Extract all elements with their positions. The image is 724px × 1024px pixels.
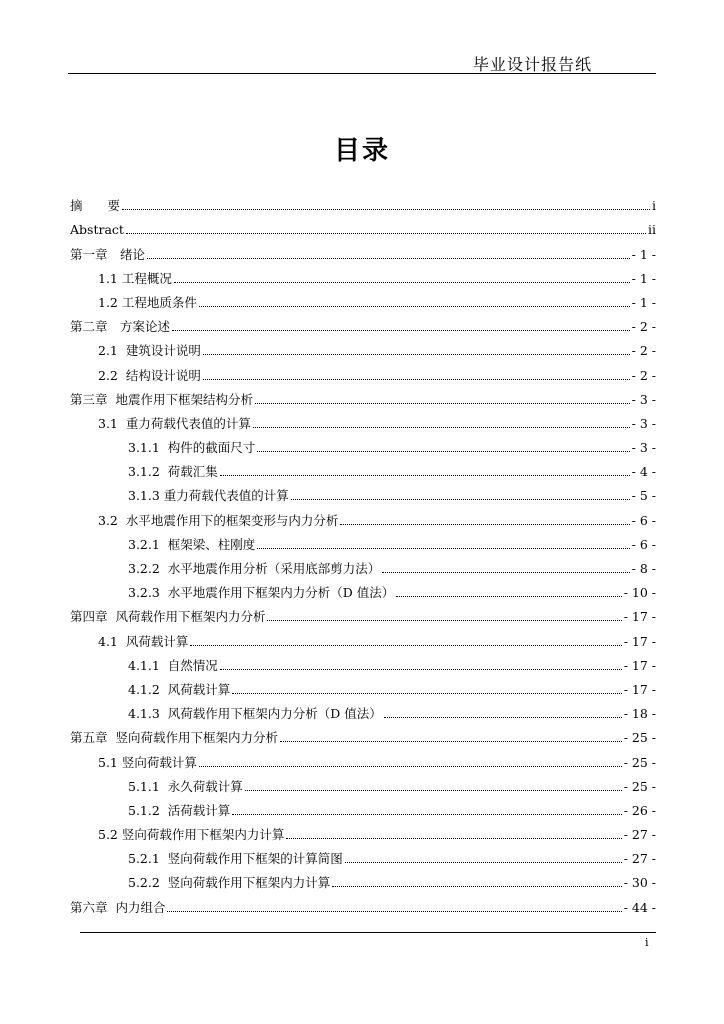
- toc-entry-label: 4.1.3 风荷载作用下框架内力分析（D 值法）: [128, 706, 382, 722]
- toc-entry-label: 第六章 内力组合: [70, 899, 166, 915]
- toc-entry-label: 4.1 风荷载计算: [98, 633, 189, 649]
- toc-entry-label: 4.1.2 风荷载计算: [128, 681, 231, 697]
- toc-entry-page: - 4 -: [631, 464, 656, 480]
- toc-entry-page: i: [652, 198, 656, 214]
- toc-entry-page: - 3 -: [631, 440, 656, 456]
- toc-entry[interactable]: [70, 601, 656, 625]
- toc-entry[interactable]: [70, 674, 656, 698]
- toc-entry-label: 2.1 建筑设计说明: [98, 343, 201, 359]
- toc-entry-label: 5.1.2 活荷载计算: [128, 802, 231, 818]
- toc-entry[interactable]: [70, 456, 656, 480]
- toc-entry-page: - 3 -: [631, 391, 656, 407]
- toc-entry-page: - 17 -: [623, 609, 656, 625]
- toc-entry-label: 5.1.1 永久荷载计算: [128, 778, 243, 794]
- toc-entry[interactable]: [70, 722, 656, 746]
- toc-dot-leader: [257, 451, 629, 452]
- toc-entry-label: 3.1 重力荷载代表值的计算: [98, 415, 251, 431]
- toc-dot-leader: [122, 209, 650, 210]
- page-title: 目录: [333, 136, 390, 166]
- toc-entry-page: - 27 -: [623, 827, 656, 843]
- toc-entry-label: Abstract: [70, 222, 124, 238]
- toc-dot-leader: [382, 572, 629, 573]
- toc-entry[interactable]: [70, 553, 656, 577]
- toc-entry-label: 第四章 风荷载作用下框架内力分析: [70, 609, 266, 625]
- toc-entry[interactable]: [70, 795, 656, 819]
- toc-entry[interactable]: [70, 238, 656, 262]
- toc-entry-label: 1.2 工程地质条件: [98, 294, 197, 310]
- toc-entry-label: 摘 要: [70, 198, 121, 214]
- toc-dot-leader: [291, 499, 630, 500]
- footer-page-number: i: [645, 936, 649, 949]
- toc-entry-label: 3.2.2 水平地震作用分析（采用底部剪力法）: [128, 561, 381, 576]
- toc-entry[interactable]: [70, 650, 656, 674]
- toc-dot-leader: [396, 596, 621, 597]
- toc-entry[interactable]: [70, 529, 656, 553]
- toc-entry[interactable]: [70, 384, 656, 408]
- toc-entry[interactable]: [70, 432, 656, 456]
- toc-entry-page: - 44 -: [623, 899, 656, 915]
- toc-entry[interactable]: [70, 577, 656, 601]
- toc-entry[interactable]: [70, 625, 656, 649]
- toc-dot-leader: [220, 475, 630, 476]
- toc-dot-leader: [199, 306, 630, 307]
- toc-entry-page: - 2 -: [631, 343, 656, 359]
- toc-entry-page: - 6 -: [631, 536, 656, 552]
- toc-entry-label: 3.1.3 重力荷载代表值的计算: [128, 488, 289, 504]
- toc-dot-leader: [174, 282, 630, 283]
- toc-entry-page: - 2 -: [631, 319, 656, 335]
- toc-entry-label: 2.2 结构设计说明: [98, 367, 201, 383]
- toc-entry-page: - 17 -: [623, 681, 656, 697]
- toc-entry-page: - 10 -: [623, 585, 656, 601]
- toc-entry-label: 3.2.1 框架梁、柱刚度: [128, 536, 256, 552]
- toc-entry-page: - 3 -: [631, 415, 656, 431]
- toc-entry-page: - 8 -: [631, 561, 656, 576]
- toc-dot-leader: [280, 741, 622, 742]
- toc-entry[interactable]: [70, 891, 656, 915]
- toc-dot-leader: [220, 669, 622, 670]
- toc-entry-page: - 27 -: [623, 851, 656, 867]
- toc-entry[interactable]: [70, 263, 656, 287]
- toc-dot-leader: [340, 524, 629, 525]
- toc-entry[interactable]: [70, 819, 656, 843]
- toc-entry[interactable]: [70, 214, 656, 238]
- toc-entry[interactable]: [70, 771, 656, 795]
- toc-entry-label: 第一章 绪论: [70, 246, 146, 262]
- table-of-contents: [70, 190, 656, 916]
- toc-dot-leader: [245, 790, 622, 791]
- toc-dot-leader: [147, 258, 630, 259]
- toc-entry[interactable]: [70, 480, 656, 504]
- toc-dot-leader: [203, 379, 630, 380]
- toc-entry-page: - 25 -: [623, 730, 656, 746]
- toc-entry-label: 4.1.1 自然情况: [128, 657, 218, 673]
- toc-entry-label: 3.1.1 构件的截面尺寸: [128, 440, 256, 456]
- toc-dot-leader: [384, 717, 622, 718]
- toc-entry[interactable]: [70, 746, 656, 770]
- toc-dot-leader: [286, 838, 621, 839]
- toc-entry-page: - 2 -: [631, 367, 656, 383]
- toc-entry-page: ii: [648, 222, 656, 238]
- footer-divider: [80, 932, 656, 933]
- toc-entry-label: 5.2.1 竖向荷载作用下框架的计算简图: [128, 851, 343, 867]
- toc-dot-leader: [126, 233, 646, 234]
- toc-entry[interactable]: [70, 335, 656, 359]
- toc-entry-page: - 26 -: [623, 802, 656, 818]
- toc-dot-leader: [172, 330, 630, 331]
- toc-entry-label: 5.2 竖向荷载作用下框架内力计算: [98, 827, 285, 843]
- toc-dot-leader: [199, 766, 622, 767]
- toc-entry[interactable]: [70, 843, 656, 867]
- toc-entry-label: 5.1 竖向荷载计算: [98, 754, 197, 770]
- toc-entry-page: - 25 -: [623, 754, 656, 770]
- toc-entry-page: - 1 -: [631, 246, 656, 262]
- toc-entry-label: 第五章 竖向荷载作用下框架内力分析: [70, 730, 278, 746]
- toc-entry-page: - 18 -: [623, 706, 656, 722]
- toc-entry-page: - 6 -: [631, 512, 656, 528]
- toc-entry[interactable]: [70, 311, 656, 335]
- toc-entry-page: - 30 -: [623, 875, 656, 891]
- toc-entry-page: - 17 -: [623, 657, 656, 673]
- toc-entry[interactable]: [70, 867, 656, 891]
- toc-dot-leader: [167, 911, 621, 912]
- toc-dot-leader: [267, 620, 621, 621]
- toc-entry-label: 3.1.2 荷载汇集: [128, 464, 218, 480]
- toc-entry-page: - 17 -: [623, 633, 656, 649]
- header-title: 毕业设计报告纸: [472, 55, 592, 74]
- toc-entry-label: 第二章 方案论述: [70, 319, 171, 335]
- toc-entry[interactable]: [70, 287, 656, 311]
- toc-dot-leader: [255, 403, 630, 404]
- toc-entry-label: 1.1 工程概况: [98, 270, 172, 286]
- toc-dot-leader: [345, 862, 622, 863]
- toc-dot-leader: [232, 693, 621, 694]
- toc-dot-leader: [332, 886, 621, 887]
- toc-dot-leader: [232, 814, 621, 815]
- header-divider: [68, 73, 656, 74]
- toc-entry[interactable]: [70, 190, 656, 214]
- toc-dot-leader: [253, 427, 630, 428]
- toc-entry-label: 5.2.2 竖向荷载作用下框架内力计算: [128, 875, 331, 891]
- toc-entry[interactable]: [70, 698, 656, 722]
- toc-dot-leader: [190, 645, 621, 646]
- toc-entry[interactable]: [70, 408, 656, 432]
- toc-entry-page: - 1 -: [631, 294, 656, 310]
- toc-entry[interactable]: [70, 504, 656, 528]
- toc-dot-leader: [257, 548, 629, 549]
- toc-entry-page: - 25 -: [623, 778, 656, 794]
- toc-entry-page: - 1 -: [631, 270, 656, 286]
- toc-dot-leader: [203, 354, 630, 355]
- toc-entry-label: 第三章 地震作用下框架结构分析: [70, 391, 253, 407]
- toc-entry-page: - 5 -: [631, 488, 656, 504]
- toc-entry-label: 3.2 水平地震作用下的框架变形与内力分析: [98, 512, 339, 528]
- toc-entry[interactable]: [70, 359, 656, 383]
- toc-entry-label: 3.2.3 水平地震作用下框架内力分析（D 值法）: [128, 585, 395, 601]
